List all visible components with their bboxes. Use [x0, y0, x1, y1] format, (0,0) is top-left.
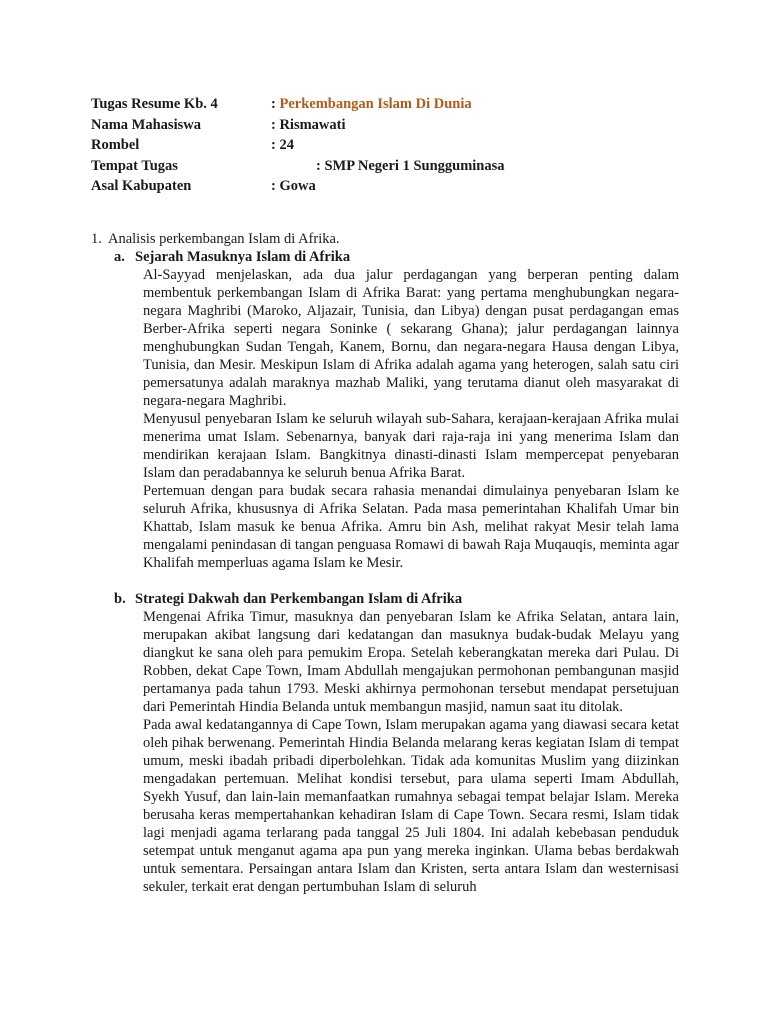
header-value: : Rismawati — [271, 116, 346, 133]
subsection-a — [114, 248, 679, 572]
header-value: : Gowa — [271, 178, 316, 194]
paragraph: Menyusul penyebaran Islam ke seluruh wilayah sub-Sahara, kerajaan-kerajaan Afrika mulai menerima umat Islam. Sebenarnya, banyak dari raja-raja ini yang menerima Islam dan mendirikan kerajaan Islam. Bangkitnya dinasti-dinasti Islam mempercepat penyebaran Islam dan peradabannya ke seluruh benua Afrika Barat. — [143, 411, 679, 481]
header-label: Nama Mahasiswa — [91, 116, 201, 133]
subsection-a-title — [114, 248, 679, 266]
section-1-title — [91, 230, 679, 248]
header-label: Asal Kabupaten — [91, 178, 192, 194]
header-row-name — [91, 115, 505, 136]
paragraph: Pertemuan dengan para budak secara rahasia menandai dimulainya penyebaran Islam ke seluruh Afrika, khususnya di Afrika Selatan. Pada masa pemerintahan Khalifah Umar bin Khattab, Islam masuk ke benua Afrika. Amru bin Ash, melihat rakyat Mesir telah lama mengalami penindasan di tangan penguasa Romawi di bawah Raja Muqauqis, meminta agar Khalifah memperluas agama Islam ke Mesir. — [143, 483, 679, 571]
paragraph: Mengenai Afrika Timur, masuknya dan penyebaran Islam ke Afrika Selatan, antara lain, merupakan akibat langsung dari kedatangan dan masuknya budak-budak Melayu yang diangkut ke sana oleh para pemukim Eropa. Setelah keberangkatan mereka dari Pulau. Di Robben, dekat Cape Town, Imam Abdullah mengajukan permohonan pembangunan masjid pertamanya pada tahun 1793. Meski akhirnya permohonan tersebut mendapat persetujuan dari Pemerintah Hindia Belanda untuk membangun masjid, namun saat itu ditolak. — [143, 609, 679, 715]
header-value: : 24 — [271, 137, 294, 153]
paragraph: Al-Sayyad menjelaskan, ada dua jalur perdagangan yang berperan penting dalam membentuk perkembangan Islam di Afrika Barat: yang pertama menghubungkan negara-negara Maghribi (Maroko, Aljazair, Tunisia, dan Libya) dengan pusat perdagangan emas Berber-Afrika seperti negara Soninke ( sekarang Ghana); jalur perdagangan lainnya menghubungkan Sudan Tengah, Kanem, Bornu, dan negara-negara Hausa dengan Libya, Tunisia, dan Mesir. Meskipun Islam di Afrika adalah agama yang heterogen, salah satu ciri pemersatunya adalah maraknya mazhab Maliki, yang terutama dianut oleh masyarakat di negara-negara Maghribi. — [143, 267, 679, 409]
section-1 — [91, 230, 679, 896]
list-letter: a. — [114, 249, 125, 265]
header-row-district — [91, 176, 505, 197]
subsection-title-text: Strategi Dakwah dan Perkembangan Islam di Afrika — [135, 591, 463, 607]
subsection-b-title — [114, 590, 679, 608]
header-row-task: Tugas Resume Kb. 4 : Perkembangan Islam Di Dunia — [91, 94, 505, 115]
assignment-header — [91, 94, 505, 197]
paragraph: Pada awal kedatangannya di Cape Town, Islam merupakan agama yang diawasi secara ketat oleh pihak berwenang. Pemerintah Hindia Belanda melarang keras kegiatan Islam di tempat umum, meski ibadah pribadi diperbolehkan. Tidak ada komunitas Muslim yang diizinkan mengadakan pertemuan. Melihat kondisi tersebut, para ulama seperti Imam Abdullah, Syekh Yusuf, dan lain-lain memanfaatkan rumahnya sebagai tempat belajar Islam. Mereka berusaha keras mempertahankan kehadiran Islam di Cape Town. Secara resmi, Islam tidak lagi menjadi agama terlarang pada tanggal 25 Juli 1804. Ini adalah kebebasan penduduk setempat untuk menganut agama apa pun yang mereka inginkan. Ulama bebas berdakwah untuk sementara. Persaingan antara Islam dan Kristen, serta antara Islam dan westernisasi sekuler, terkait erat dengan pertumbuhan Islam di seluruh — [143, 717, 679, 895]
section-title-text: Analisis perkembangan Islam di Afrika. — [108, 231, 340, 247]
header-value: : SMP Negeri 1 Sungguminasa — [316, 157, 505, 174]
header-value-topic: Perkembangan Islam Di Dunia — [279, 96, 472, 112]
header-row-rombel — [91, 135, 505, 156]
header-row-place — [91, 156, 505, 177]
header-label: Rombel — [91, 137, 140, 153]
list-letter: b. — [114, 591, 126, 607]
header-label: Tugas Resume Kb. 4 — [91, 96, 218, 112]
subsection-title-text: Sejarah Masuknya Islam di Afrika — [135, 249, 351, 265]
spacer — [91, 572, 679, 590]
header-label: Tempat Tugas — [91, 157, 178, 174]
subsection-b — [114, 590, 679, 896]
list-number: 1. — [91, 231, 102, 247]
